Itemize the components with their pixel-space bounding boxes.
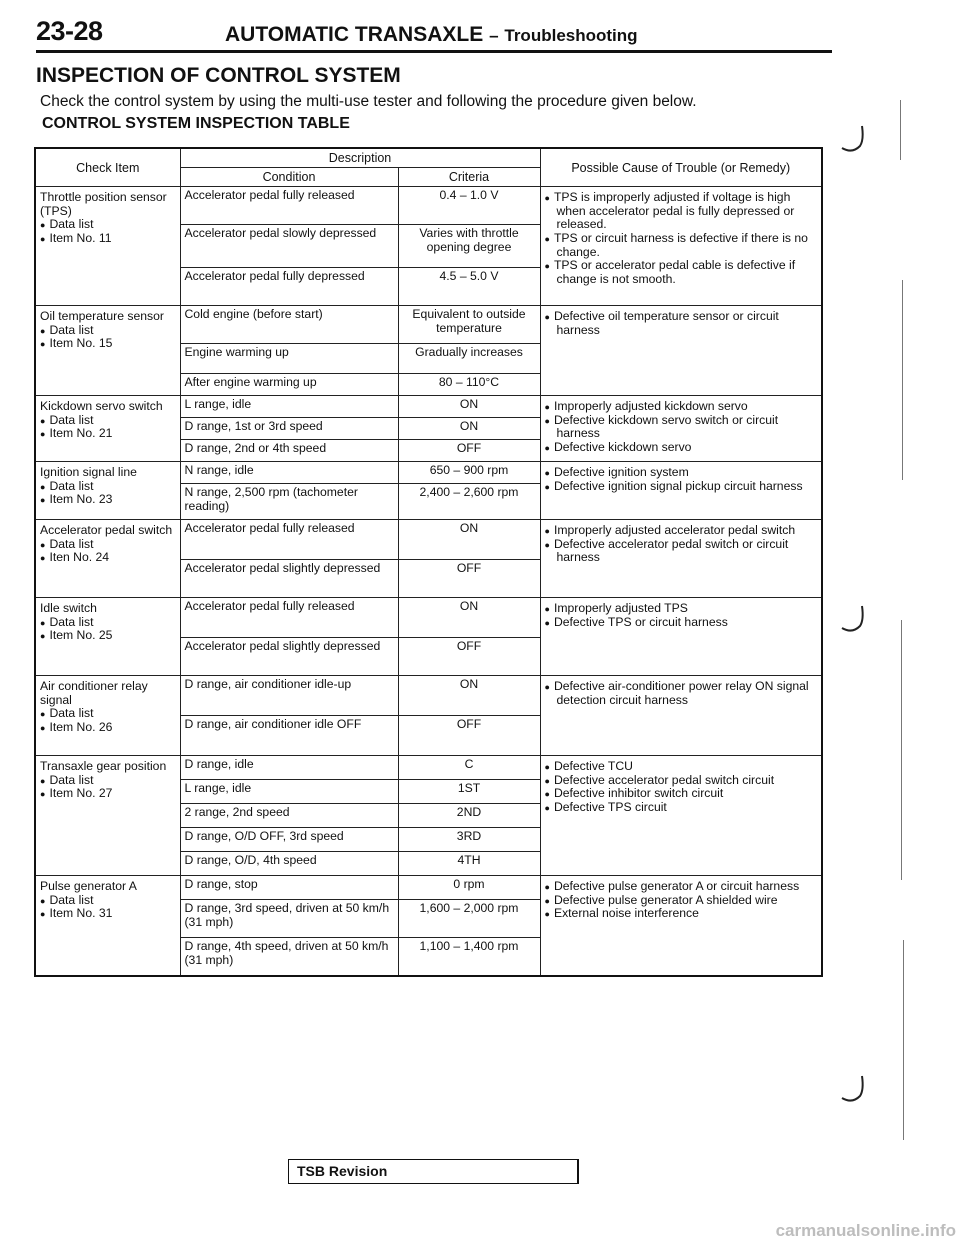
- possible-cause-cell: [540, 306, 822, 396]
- criteria-cell: 0 rpm: [398, 876, 540, 900]
- table-body: [35, 187, 822, 976]
- check-item-cell: [35, 306, 180, 396]
- possible-cause-item: ● Defective inhibitor switch circuit: [545, 787, 818, 801]
- condition-cell: D range, O/D, 4th speed: [180, 852, 398, 876]
- table-row: [35, 462, 822, 484]
- check-item-name: Pulse generator A: [40, 879, 137, 893]
- header-title-main: AUTOMATIC TRANSAXLE: [225, 23, 484, 46]
- check-item-cell: [35, 676, 180, 756]
- header-criteria: Criteria: [398, 168, 540, 187]
- check-item-sub: ● Data list: [40, 480, 176, 494]
- criteria-cell: OFF: [398, 638, 540, 676]
- condition-cell: Cold engine (before start): [180, 306, 398, 344]
- table-row: [35, 306, 822, 344]
- check-item-sub: ● Data list: [40, 324, 176, 338]
- possible-cause-cell: [540, 396, 822, 462]
- condition-cell: N range, 2,500 rpm (tachometer reading): [180, 484, 398, 520]
- check-item-sub: ● Item No. 15: [40, 337, 176, 351]
- header-check-item: Check Item: [35, 148, 180, 187]
- table-row: [35, 876, 822, 900]
- condition-cell: Accelerator pedal fully released: [180, 520, 398, 560]
- check-item-name: Transaxle gear position: [40, 759, 167, 773]
- possible-cause-cell: [540, 598, 822, 676]
- binder-mark-icon: [838, 120, 868, 156]
- possible-cause-item: ● Improperly adjusted kickdown servo: [545, 400, 818, 414]
- condition-cell: Accelerator pedal fully released: [180, 598, 398, 638]
- condition-cell: D range, idle: [180, 756, 398, 780]
- check-item-sub: ● Item No. 11: [40, 232, 176, 246]
- criteria-cell: 2,400 – 2,600 rpm: [398, 484, 540, 520]
- section-title: INSPECTION OF CONTROL SYSTEM: [36, 64, 401, 87]
- check-item-sub: ● Data list: [40, 414, 176, 428]
- table-row: [35, 676, 822, 716]
- possible-cause-item: ● TPS or accelerator pedal cable is defective if change is not smooth.: [545, 259, 818, 286]
- check-item-cell: [35, 396, 180, 462]
- condition-cell: D range, air conditioner idle OFF: [180, 716, 398, 756]
- tsb-revision-box: [288, 1159, 579, 1184]
- criteria-cell: ON: [398, 520, 540, 560]
- tsb-revision-label: TSB Revision: [297, 1163, 388, 1179]
- check-item-sub: ● Item No. 31: [40, 907, 176, 921]
- check-item-sub: ● Data list: [40, 616, 176, 630]
- margin-line: [900, 100, 901, 160]
- condition-cell: D range, 2nd or 4th speed: [180, 440, 398, 462]
- header-subtitle: Troubleshooting: [504, 26, 638, 45]
- criteria-cell: 1,600 – 2,000 rpm: [398, 900, 540, 938]
- check-item-name: Accelerator pedal switch: [40, 523, 173, 537]
- criteria-cell: Gradually increases: [398, 344, 540, 374]
- possible-cause-item: ● Defective pulse generator A or circuit harness: [545, 880, 818, 894]
- possible-cause-cell: [540, 462, 822, 520]
- possible-cause-cell: [540, 756, 822, 876]
- check-item-name: Kickdown servo switch: [40, 399, 163, 413]
- criteria-cell: OFF: [398, 560, 540, 598]
- check-item-sub: ● Item No. 26: [40, 721, 176, 735]
- possible-cause-cell: [540, 520, 822, 598]
- page-number: 23-28: [36, 16, 103, 46]
- criteria-cell: 2ND: [398, 804, 540, 828]
- criteria-cell: ON: [398, 598, 540, 638]
- binder-mark-icon: [838, 1070, 868, 1106]
- page-header: [36, 16, 832, 52]
- possible-cause-item: ● TPS is improperly adjusted if voltage is high when accelerator pedal is fully depressed or released.: [545, 191, 818, 232]
- condition-cell: Accelerator pedal slightly depressed: [180, 638, 398, 676]
- check-item-cell: [35, 462, 180, 520]
- check-item-name: Throttle position sensor (TPS): [40, 190, 167, 218]
- check-item-sub: ● Data list: [40, 894, 176, 908]
- possible-cause-item: ● Improperly adjusted TPS: [545, 602, 818, 616]
- check-item-sub: ● Data list: [40, 707, 176, 721]
- possible-cause-item: ● Improperly adjusted accelerator pedal switch: [545, 524, 818, 538]
- criteria-cell: 4TH: [398, 852, 540, 876]
- criteria-cell: ON: [398, 396, 540, 418]
- possible-cause-item: ● Defective kickdown servo: [545, 441, 818, 455]
- check-item-sub: ● Item No. 25: [40, 629, 176, 643]
- possible-cause-item: ● Defective air-conditioner power relay ON signal detection circuit harness: [545, 680, 818, 707]
- criteria-cell: 1,100 – 1,400 rpm: [398, 938, 540, 976]
- intro-text: Check the control system by using the multi-use tester and following the procedure given below.: [40, 93, 697, 110]
- check-item-sub: ● Data list: [40, 218, 176, 232]
- table-row: [35, 396, 822, 418]
- criteria-cell: 0.4 – 1.0 V: [398, 187, 540, 225]
- possible-cause-item: ● Defective ignition signal pickup circuit harness: [545, 480, 818, 494]
- possible-cause-cell: [540, 676, 822, 756]
- condition-cell: 2 range, 2nd speed: [180, 804, 398, 828]
- header-title: [225, 23, 638, 47]
- table-row: [35, 187, 822, 225]
- check-item-name: Oil temperature sensor: [40, 309, 164, 323]
- table-header-row: [35, 148, 822, 168]
- watermark: carmanualsonline.info: [775, 1221, 956, 1240]
- check-item-cell: [35, 756, 180, 876]
- criteria-cell: Equivalent to outside temperature: [398, 306, 540, 344]
- margin-line: [902, 280, 903, 480]
- criteria-cell: 650 – 900 rpm: [398, 462, 540, 484]
- criteria-cell: 4.5 – 5.0 V: [398, 268, 540, 306]
- condition-cell: Accelerator pedal slightly depressed: [180, 560, 398, 598]
- condition-cell: D range, O/D OFF, 3rd speed: [180, 828, 398, 852]
- possible-cause-cell: [540, 876, 822, 976]
- condition-cell: D range, 3rd speed, driven at 50 km/h (31 mph): [180, 900, 398, 938]
- criteria-cell: Varies with throttle opening degree: [398, 225, 540, 268]
- table-row: [35, 520, 822, 560]
- criteria-cell: 3RD: [398, 828, 540, 852]
- check-item-sub: ● Item No. 21: [40, 427, 176, 441]
- check-item-sub: ● Data list: [40, 538, 176, 552]
- header-rule: [36, 50, 832, 53]
- check-item-cell: [35, 520, 180, 598]
- condition-cell: Accelerator pedal fully depressed: [180, 268, 398, 306]
- condition-cell: D range, air conditioner idle-up: [180, 676, 398, 716]
- table-row: [35, 756, 822, 780]
- margin-line: [903, 940, 904, 1140]
- check-item-sub: ● Item No. 27: [40, 787, 176, 801]
- header-possible-cause: Possible Cause of Trouble (or Remedy): [540, 148, 822, 187]
- condition-cell: L range, idle: [180, 396, 398, 418]
- binder-mark-icon: [838, 600, 868, 636]
- check-item-sub: ● Item No. 23: [40, 493, 176, 507]
- header-dash: –: [489, 26, 499, 45]
- check-item-sub: ● Data list: [40, 774, 176, 788]
- condition-cell: L range, idle: [180, 780, 398, 804]
- possible-cause-item: ● Defective TCU: [545, 760, 818, 774]
- condition-cell: D range, stop: [180, 876, 398, 900]
- check-item-name: Ignition signal line: [40, 465, 137, 479]
- check-item-cell: [35, 187, 180, 306]
- header-condition: Condition: [180, 168, 398, 187]
- criteria-cell: ON: [398, 676, 540, 716]
- possible-cause-item: ● Defective TPS circuit: [545, 801, 818, 815]
- condition-cell: Accelerator pedal slowly depressed: [180, 225, 398, 268]
- condition-cell: After engine warming up: [180, 374, 398, 396]
- header-description: Description: [180, 148, 540, 168]
- criteria-cell: ON: [398, 418, 540, 440]
- condition-cell: Engine warming up: [180, 344, 398, 374]
- condition-cell: D range, 1st or 3rd speed: [180, 418, 398, 440]
- possible-cause-item: ● Defective oil temperature sensor or circuit harness: [545, 310, 818, 337]
- possible-cause-item: ● External noise interference: [545, 907, 818, 921]
- criteria-cell: OFF: [398, 440, 540, 462]
- criteria-cell: C: [398, 756, 540, 780]
- condition-cell: D range, 4th speed, driven at 50 km/h (31 mph): [180, 938, 398, 976]
- margin-line: [901, 620, 902, 880]
- possible-cause-item: ● Defective ignition system: [545, 466, 818, 480]
- condition-cell: Accelerator pedal fully released: [180, 187, 398, 225]
- check-item-cell: [35, 598, 180, 676]
- possible-cause-item: ● Defective pulse generator A shielded wire: [545, 894, 818, 908]
- possible-cause-item: ● Defective TPS or circuit harness: [545, 616, 818, 630]
- condition-cell: N range, idle: [180, 462, 398, 484]
- table-row: [35, 598, 822, 638]
- possible-cause-cell: [540, 187, 822, 306]
- possible-cause-item: ● TPS or circuit harness is defective if there is no change.: [545, 232, 818, 259]
- inspection-table: [34, 147, 823, 977]
- criteria-cell: 80 – 110°C: [398, 374, 540, 396]
- check-item-name: Air conditioner relay signal: [40, 679, 148, 707]
- criteria-cell: OFF: [398, 716, 540, 756]
- possible-cause-item: ● Defective accelerator pedal switch or circuit harness: [545, 538, 818, 565]
- check-item-sub: ● Iten No. 24: [40, 551, 176, 565]
- check-item-name: Idle switch: [40, 601, 97, 615]
- criteria-cell: 1ST: [398, 780, 540, 804]
- table-title: CONTROL SYSTEM INSPECTION TABLE: [42, 115, 350, 132]
- check-item-cell: [35, 876, 180, 976]
- possible-cause-item: ● Defective accelerator pedal switch circuit: [545, 774, 818, 788]
- possible-cause-item: ● Defective kickdown servo switch or circuit harness: [545, 414, 818, 441]
